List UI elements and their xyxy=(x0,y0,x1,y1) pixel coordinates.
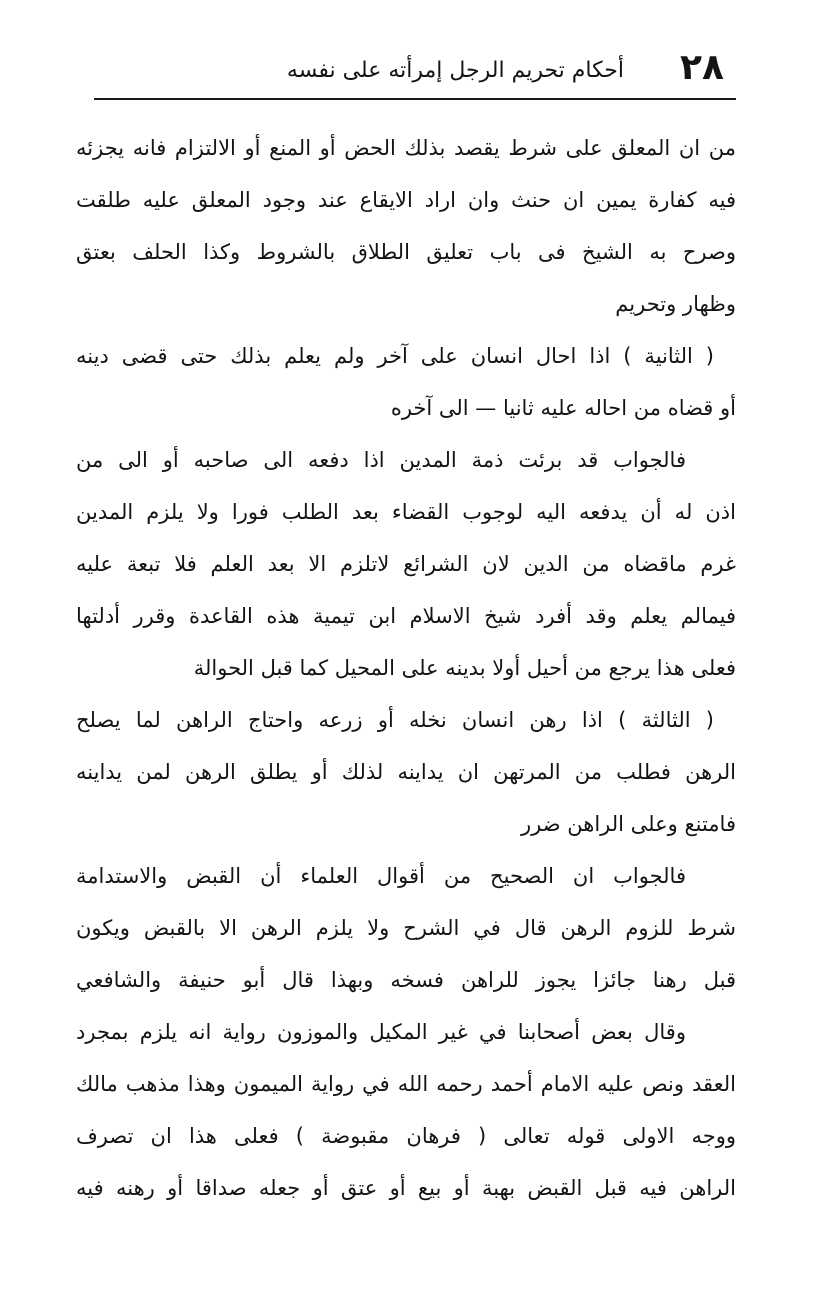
page-number: ٢٨ xyxy=(680,47,724,88)
text-line: فالجواب قد برئت ذمة المدين اذا دفعه الى صاحبه أو الى من xyxy=(76,448,686,472)
text-line: وقال بعض أصحابنا في غير المكيل والموزون رواية انه يلزم بمجرد xyxy=(76,1020,686,1044)
text-line: أو قضاه من احاله عليه ثانيا — الى آخره xyxy=(390,396,736,420)
text-line: ( الثانية ) اذا احال انسان على آخر ولم يعلم بذلك حتى قضى دينه xyxy=(76,344,714,368)
text-line: من ان المعلق على شرط يقصد بذلك الحض أو المنع أو الالتزام فانه يجزئه xyxy=(76,136,736,160)
text-line: الرهن فطلب من المرتهن ان يداينه لذلك أو يطلق الرهن لمن يداينه xyxy=(76,760,736,784)
text-line: فعلى هذا يرجع من أحيل أولا بدينه على المحيل كما قبل الحوالة xyxy=(193,656,736,680)
text-line: فامتنع وعلى الراهن ضرر xyxy=(521,812,736,836)
body-text xyxy=(76,122,736,1214)
text-line: فالجواب ان الصحيح من أقوال العلماء أن القبض والاستدامة xyxy=(76,864,686,888)
running-title: أحكام تحريم الرجل إمرأته على نفسه xyxy=(286,58,624,83)
text-line: وظهار وتحريم xyxy=(615,292,736,316)
text-line: شرط للزوم الرهن قال في الشرح ولا يلزم الرهن الا بالقبض ويكون xyxy=(76,916,736,940)
text-line: ( الثالثة ) اذا رهن انسان نخله أو زرعه واحتاج الراهن لما يصلح xyxy=(76,708,714,732)
text-line: العقد ونص عليه الامام أحمد رحمه الله في رواية الميمون وهذا مذهب مالك xyxy=(76,1072,736,1096)
text-line: قبل رهنا جائزا يجوز للراهن فسخه وبهذا قال أبو حنيفة والشافعي xyxy=(76,968,736,992)
text-line: غرم ماقضاه من الدين لان الشرائع لاتلزم الا بعد العلم فلا تبعة عليه xyxy=(76,552,736,576)
header-divider xyxy=(94,98,736,100)
text-line: الراهن فيه قبل القبض بهبة أو بيع أو عتق أو جعله صداقا أو رهنه فيه xyxy=(76,1176,736,1200)
text-line: فيمالم يعلم وقد أفرد شيخ الاسلام ابن تيمية هذه القاعدة وقرر أدلتها xyxy=(76,604,736,628)
text-line: ووجه الاولى قوله تعالى ( فرهان مقبوضة ) فعلى هذا ان تصرف xyxy=(76,1124,736,1148)
text-line: فيه كفارة يمين ان حنث وان اراد الايقاع عند وجود المعلق عليه طلقت xyxy=(76,188,736,212)
text-line: وصرح به الشيخ فى باب تعليق الطلاق بالشروط وكذا الحلف بعتق xyxy=(76,240,736,264)
page-header xyxy=(92,42,734,94)
text-line: اذن له أن يدفعه اليه لوجوب القضاء بعد الطلب فورا ولا يلزم المدين xyxy=(76,500,736,524)
